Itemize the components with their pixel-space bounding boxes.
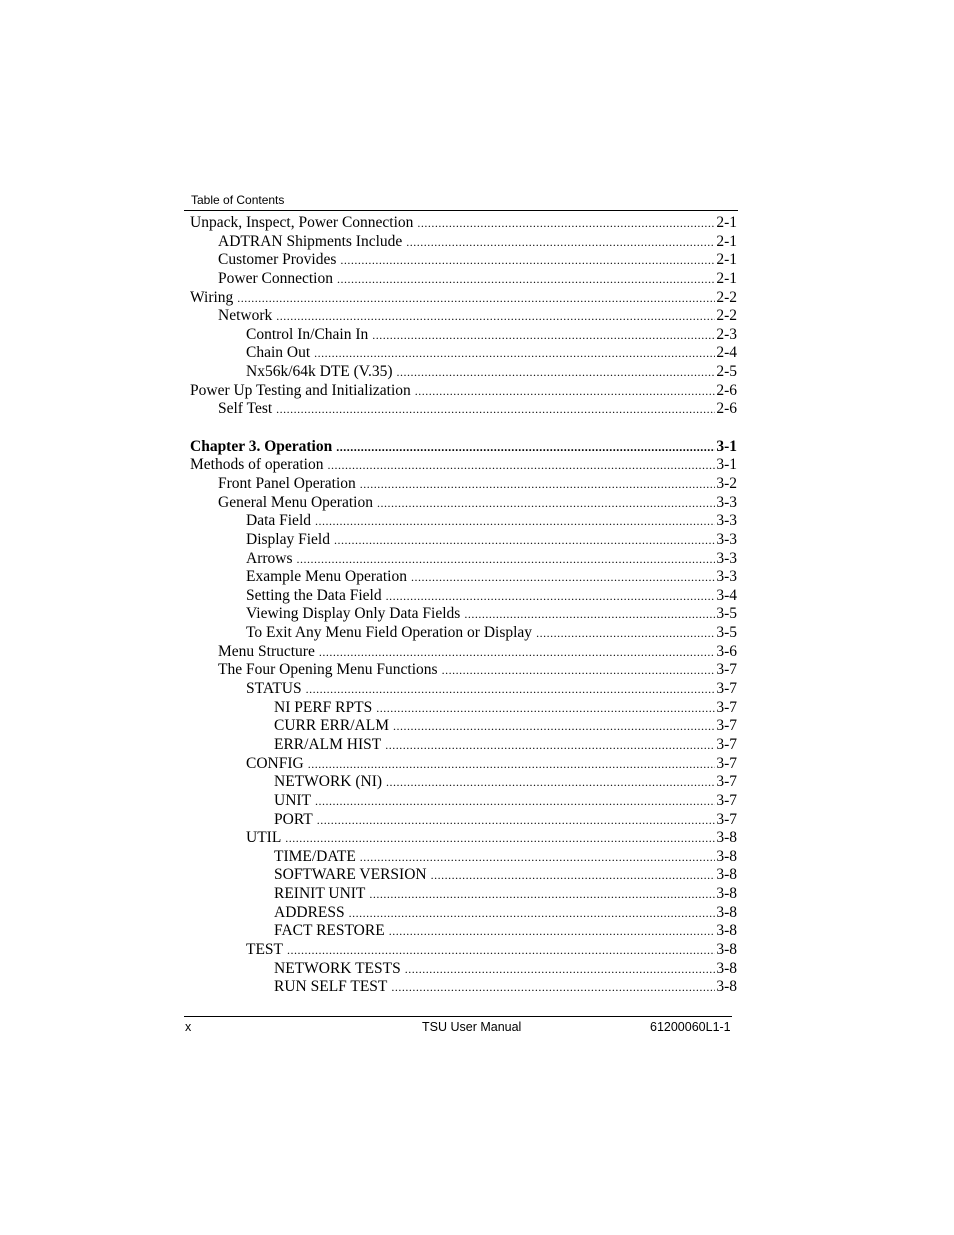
dot-leader [276, 400, 715, 419]
toc-section-chapter-3 [190, 438, 737, 997]
dot-leader [377, 494, 715, 513]
toc-entry-title: RUN SELF TEST [274, 978, 388, 996]
toc-entry[interactable] [190, 848, 737, 867]
dot-leader [287, 941, 715, 960]
toc-entry[interactable] [190, 475, 737, 494]
dot-leader [385, 736, 715, 755]
dot-leader [360, 475, 716, 494]
toc-entry-title: CURR ERR/ALM [274, 717, 389, 735]
dot-leader [393, 717, 715, 736]
toc-entry-title: The Four Opening Menu Functions [218, 661, 438, 679]
toc-entry-page: 3-8 [716, 847, 737, 865]
toc-entry-title: TEST [246, 940, 284, 958]
toc-entry-title: Power Up Testing and Initialization [190, 381, 411, 399]
dot-leader [349, 904, 716, 923]
toc-entry[interactable] [190, 922, 737, 941]
toc-entry-title: SOFTWARE VERSION [274, 866, 427, 884]
toc-entry-page: 2-1 [716, 251, 737, 269]
toc-entry[interactable] [190, 531, 737, 550]
toc-entry-title: Wiring [190, 288, 234, 306]
toc-entry-page: 3-3 [716, 512, 737, 530]
toc-entry-page: 2-2 [716, 307, 737, 325]
toc-entry[interactable] [190, 438, 737, 457]
dot-leader [276, 307, 715, 326]
toc-entry[interactable] [190, 717, 737, 736]
toc-entry[interactable] [190, 307, 737, 326]
toc-entry[interactable] [190, 829, 737, 848]
dot-leader [314, 344, 715, 363]
toc-entry-title: ADTRAN Shipments Include [218, 232, 403, 250]
toc-entry-page: 3-7 [716, 680, 737, 698]
toc-entry[interactable] [190, 699, 737, 718]
toc-entry-title: Customer Provides [218, 251, 337, 269]
toc-entry[interactable] [190, 904, 737, 923]
toc-entry-title: ADDRESS [274, 903, 345, 921]
dot-leader [337, 270, 715, 289]
toc-entry[interactable] [190, 605, 737, 624]
toc-entry[interactable] [190, 792, 737, 811]
toc-entry-title: CONFIG [246, 754, 304, 772]
toc-entry-title: TIME/DATE [274, 847, 356, 865]
running-header: Table of Contents [191, 193, 285, 207]
toc-entry-title: Chain Out [246, 344, 311, 362]
dot-leader [360, 848, 716, 867]
toc-entry-page: 3-3 [716, 530, 737, 548]
toc-entry-page: 3-8 [716, 978, 737, 996]
toc-entry-page: 2-1 [716, 269, 737, 287]
dot-leader [306, 680, 716, 699]
toc-entry[interactable] [190, 661, 737, 680]
toc-entry-page: 3-4 [716, 586, 737, 604]
toc-entry-page: 3-5 [716, 624, 737, 642]
toc-entry-page: 3-1 [716, 456, 737, 474]
dot-leader [315, 512, 715, 531]
toc-entry[interactable] [190, 587, 737, 606]
dot-leader [285, 829, 715, 848]
toc-entry-title: NETWORK (NI) [274, 773, 383, 791]
toc-entry-title: Methods of operation [190, 456, 324, 474]
dot-leader [336, 438, 715, 457]
dot-leader [389, 922, 716, 941]
table-of-contents [190, 214, 737, 997]
toc-entry-page: 3-7 [716, 773, 737, 791]
dot-leader [391, 978, 715, 997]
toc-entry-title: UNIT [274, 791, 312, 809]
toc-entry[interactable] [190, 270, 737, 289]
toc-entry-page: 2-1 [716, 232, 737, 250]
toc-entry-title: General Menu Operation [218, 493, 373, 511]
dot-leader [297, 550, 716, 569]
toc-entry-title: Control In/Chain In [246, 325, 369, 343]
toc-entry[interactable] [190, 624, 737, 643]
toc-entry-title: STATUS [246, 680, 302, 698]
dot-leader [372, 326, 715, 345]
toc-entry[interactable] [190, 512, 737, 531]
dot-leader [386, 587, 716, 606]
dot-leader [376, 699, 715, 718]
toc-entry[interactable] [190, 866, 737, 885]
dot-leader [442, 661, 716, 680]
footer-page-number: x [185, 1020, 192, 1034]
toc-entry-page: 3-3 [716, 493, 737, 511]
toc-entry[interactable] [190, 363, 737, 382]
toc-entry[interactable] [190, 643, 737, 662]
toc-entry[interactable] [190, 251, 737, 270]
toc-entry[interactable] [190, 289, 737, 308]
toc-entry-title: ERR/ALM HIST [274, 735, 382, 753]
toc-entry[interactable] [190, 326, 737, 345]
dot-leader [405, 960, 716, 979]
dot-leader [386, 773, 715, 792]
toc-entry-title: Viewing Display Only Data Fields [246, 605, 461, 623]
toc-entry-title: Front Panel Operation [218, 474, 356, 492]
toc-entry[interactable] [190, 811, 737, 830]
toc-entry[interactable] [190, 233, 737, 252]
toc-entry-page: 3-8 [716, 940, 737, 958]
toc-entry-title: Power Connection [218, 269, 333, 287]
dot-leader [308, 755, 716, 774]
dot-leader [334, 531, 715, 550]
dot-leader [406, 233, 715, 252]
dot-leader [315, 792, 715, 811]
toc-entry[interactable] [190, 400, 737, 419]
dot-leader [417, 214, 715, 233]
toc-entry-title: FACT RESTORE [274, 922, 385, 940]
toc-entry[interactable] [190, 978, 737, 997]
toc-entry-title: NI PERF RPTS [274, 698, 373, 716]
toc-entry-page: 3-8 [716, 829, 737, 847]
toc-spacer [190, 419, 737, 438]
dot-leader [397, 363, 716, 382]
toc-section-chapter-2 [190, 214, 737, 419]
dot-leader [464, 605, 715, 624]
dot-leader [415, 382, 716, 401]
toc-entry-title: Unpack, Inspect, Power Connection [190, 214, 414, 231]
toc-entry-title: NETWORK TESTS [274, 959, 401, 977]
toc-entry-page: 2-4 [716, 344, 737, 362]
toc-entry-title: Display Field [246, 530, 330, 548]
dot-leader [536, 624, 715, 643]
toc-entry[interactable] [190, 568, 737, 587]
toc-entry-title: Setting the Data Field [246, 586, 382, 604]
dot-leader [237, 289, 715, 308]
toc-entry-title: Nx56k/64k DTE (V.35) [246, 363, 393, 381]
toc-entry-page: 2-5 [716, 363, 737, 381]
dot-leader [319, 643, 715, 662]
toc-entry-page: 3-3 [716, 568, 737, 586]
toc-entry-page: 2-1 [716, 214, 737, 231]
toc-entry-page: 2-6 [716, 400, 737, 418]
toc-entry-page: 3-1 [716, 437, 737, 455]
toc-entry-title: PORT [274, 810, 313, 828]
toc-entry-page: 3-7 [716, 661, 737, 679]
toc-entry-title: Data Field [246, 512, 311, 530]
dot-leader [369, 885, 715, 904]
toc-entry-title: To Exit Any Menu Field Operation or Display [246, 624, 533, 642]
toc-entry-page: 3-7 [716, 810, 737, 828]
toc-entry-page: 3-8 [716, 959, 737, 977]
toc-entry[interactable] [190, 885, 737, 904]
toc-entry[interactable] [190, 941, 737, 960]
dot-leader [411, 568, 715, 587]
toc-entry-page: 3-7 [716, 791, 737, 809]
footer-rule [184, 1016, 732, 1017]
toc-entry-page: 3-6 [716, 642, 737, 660]
toc-entry-page: 3-8 [716, 922, 737, 940]
toc-entry[interactable] [190, 960, 737, 979]
toc-entry[interactable] [190, 736, 737, 755]
dot-leader [317, 811, 716, 830]
header-rule [184, 210, 738, 211]
toc-entry-title: Chapter 3. Operation [190, 437, 333, 455]
toc-entry-title: UTIL [246, 829, 282, 847]
toc-entry[interactable] [190, 550, 737, 569]
toc-entry-page: 3-7 [716, 717, 737, 735]
toc-entry[interactable] [190, 214, 737, 233]
toc-entry-page: 3-7 [716, 735, 737, 753]
footer-manual-title: TSU User Manual [422, 1020, 522, 1034]
dot-leader [431, 866, 716, 885]
dot-leader [327, 456, 715, 475]
toc-entry-page: 2-6 [716, 381, 737, 399]
toc-entry[interactable] [190, 456, 737, 475]
footer-document-number: 61200060L1-1 [650, 1020, 731, 1034]
toc-entry[interactable] [190, 755, 737, 774]
toc-entry-title: Self Test [218, 400, 273, 418]
toc-entry-page: 3-2 [716, 474, 737, 492]
toc-entry-page: 2-2 [716, 288, 737, 306]
toc-entry-title: Arrows [246, 549, 293, 567]
toc-entry-title: Example Menu Operation [246, 568, 407, 586]
toc-entry[interactable] [190, 773, 737, 792]
toc-entry-title: Menu Structure [218, 642, 315, 660]
toc-entry-title: REINIT UNIT [274, 885, 366, 903]
toc-entry[interactable] [190, 344, 737, 363]
toc-entry-page: 3-7 [716, 754, 737, 772]
toc-entry-page: 3-8 [716, 903, 737, 921]
toc-entry-page: 3-8 [716, 885, 737, 903]
toc-entry[interactable] [190, 494, 737, 513]
toc-entry-page: 3-3 [716, 549, 737, 567]
toc-entry-page: 3-7 [716, 698, 737, 716]
toc-entry[interactable] [190, 382, 737, 401]
toc-entry-page: 2-3 [716, 325, 737, 343]
toc-entry-title: Network [218, 307, 273, 325]
toc-entry-page: 3-8 [716, 866, 737, 884]
toc-entry[interactable] [190, 680, 737, 699]
dot-leader [340, 251, 715, 270]
toc-entry-page: 3-5 [716, 605, 737, 623]
